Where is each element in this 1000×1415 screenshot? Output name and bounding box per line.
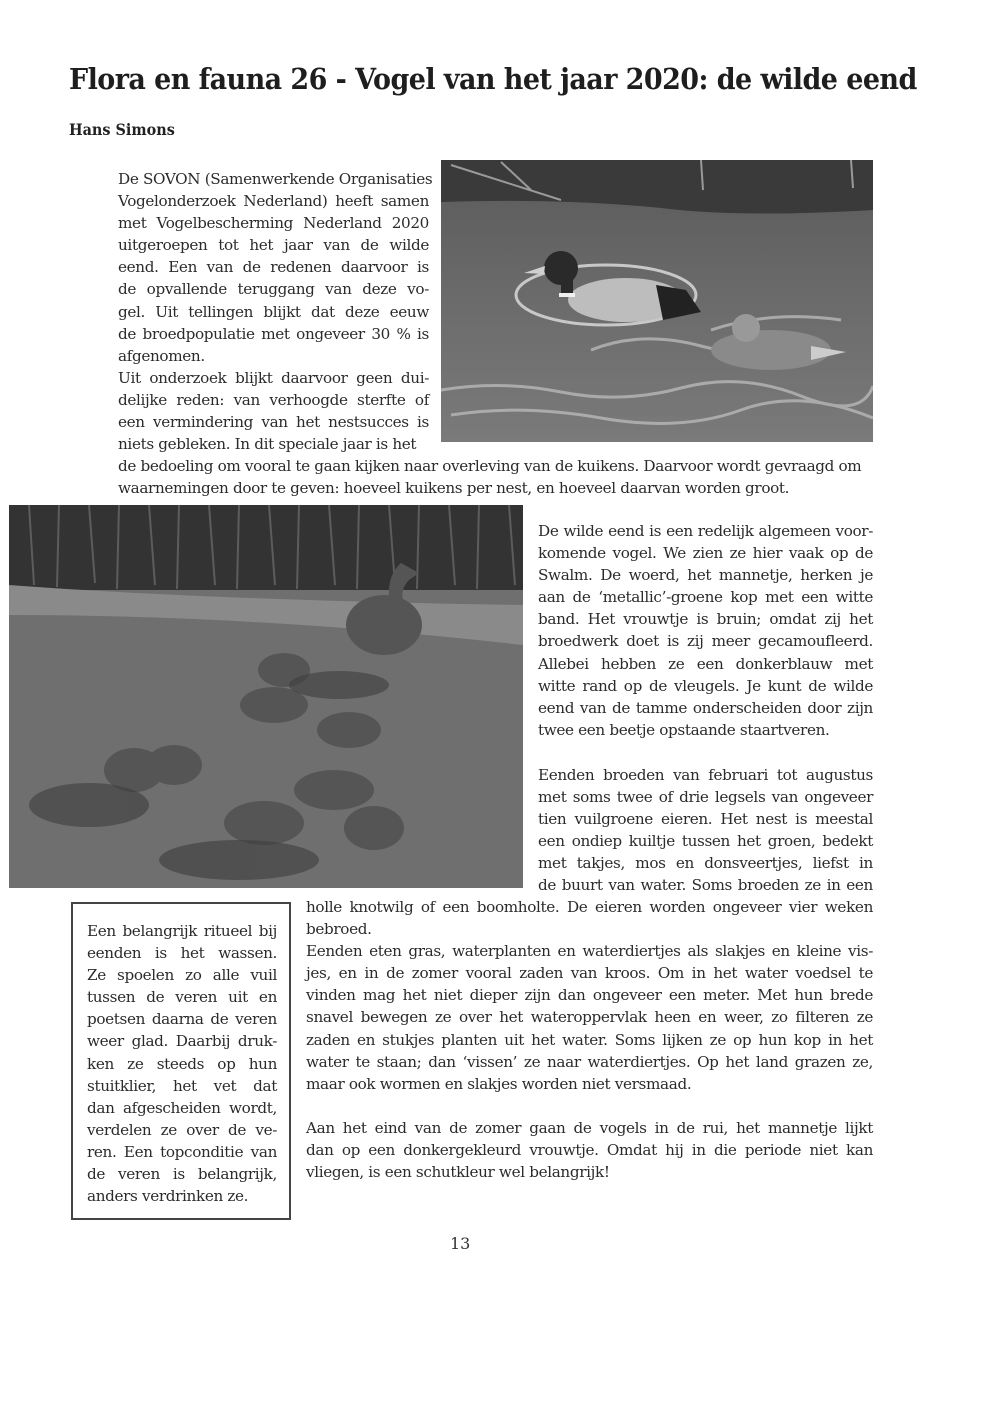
text-line: vliegen, is een schutkleur wel belangrijk! [306,1163,610,1182]
text-line: tien vuilgroene eieren. Het nest is meestal [538,810,873,829]
text-line: tussen de veren uit en [87,988,277,1007]
text-line: De wilde eend is een redelijk algemeen voor- [538,522,873,540]
text-line: twee een beetje opstaande staartveren. [538,720,830,739]
text-line: Aan het eind van de zomer gaan de vogels in de rui, het mannetje lijkt [306,1119,873,1137]
photo-duck-with-ducklings [9,505,523,888]
text-line: ken ze steeds op hun [87,1054,277,1073]
sidebar-box-text [87,920,277,1207]
text-line: De SOVON (Samenwerkende Organisaties [118,170,433,188]
duck-ducklings-illustration [9,505,523,888]
text-line: komende vogel. We zien ze hier vaak op de [538,544,873,563]
text-line: Vogelonderzoek Nederland) heeft samen [118,192,429,211]
text-line: Ze spoelen zo alle vuil [87,966,277,985]
text-line: snavel bewegen ze over het wateroppervlak heen en weer, zo filteren ze [306,1008,873,1027]
text-line: eend. Een van de redenen daarvoor is [118,258,429,277]
text-line: vinden mag het niet dieper zijn dan ongeveer een meter. Met hun brede [306,986,873,1005]
text-line: maar ook wormen en slakjes worden niet versmaad. [306,1074,692,1093]
text-line: de buurt van water. Soms broeden ze in een [538,876,873,895]
text-line: bebroed. [306,920,372,939]
text-line: weer glad. Daarbij druk- [87,1032,277,1051]
text-line: aan de ‘metallic’-groene kop met een witte [538,588,873,607]
text-line: met takjes, mos en donsveertjes, liefst in [538,854,873,873]
text-line: verdelen ze over de ve- [87,1120,277,1139]
text-line: Swalm. De woerd, het mannetje, herken je [538,566,873,585]
moult-paragraph [306,1117,873,1183]
text-line: zaden en stukjes planten uit het water. Soms lijken ze op hun kop in het [306,1030,873,1049]
description-paragraph [538,520,873,741]
text-line: anders verdrinken ze. [87,1187,249,1206]
text-line: witte rand op de vleugels. Je kunt de wilde [538,676,873,695]
text-line: waarnemingen door te geven: hoeveel kuikens per nest, en hoeveel daarvan worden groot. [118,479,790,498]
text-line: Eenden broeden van februari tot augustus [538,766,873,784]
text-line: de veren is belangrijk, [87,1165,277,1184]
breeding-paragraph-continued [306,896,873,1095]
text-line: dan op een donkergekleurd vrouwtje. Omdat hij in die periode niet kan [306,1141,873,1160]
text-line: gel. Uit tellingen blijkt dat deze eeuw [118,302,429,321]
text-line: poetsen daarna de veren [87,1010,277,1029]
text-line: delijke reden: van verhoogde sterfte of [118,390,429,409]
intro-paragraph-continued [118,455,874,499]
text-line: water te staan; dan ‘vissen’ ze naar waterdiertjes. Op het land grazen ze, [306,1052,873,1071]
text-line: Eenden eten gras, waterplanten en waterdiertjes als slakjes en kleine vis- [306,942,873,961]
mallard-pair-illustration [441,160,873,442]
photo-mallards-swimming [441,160,873,442]
text-line: dan afgescheiden wordt, [87,1098,277,1117]
text-line: Allebei hebben ze een donkerblauw met [538,654,873,673]
text-line: met Vogelbescherming Nederland 2020 [118,214,429,233]
article-title: Flora en fauna 26 - Vogel van het jaar 2020: de wilde eend [69,62,917,96]
intro-paragraph [118,168,433,455]
text-line: niets gebleken. In dit speciale jaar is het [118,435,417,454]
text-line: een vermindering van het nestsucces is [118,413,429,432]
text-line: band. Het vrouwtje is bruin; omdat zij het [538,610,873,629]
text-line: Een belangrijk ritueel bij [87,922,277,940]
text-line: Uit onderzoek blijkt daarvoor geen dui- [118,368,429,387]
text-line: de bedoeling om vooral te gaan kijken naar overleving van de kuikens. Daarvoor wordt gevraagd om [118,457,862,475]
text-line: eenden is het wassen. [87,944,277,963]
page-number: 13 [450,1234,471,1253]
text-line: een ondiep kuiltje tussen het groen, bedekt [538,832,873,851]
text-line: met soms twee of drie legsels van ongeveer [538,788,873,807]
text-line: eend van de tamme onderscheiden door zijn [538,698,873,717]
text-line: jes, en in de zomer vooral zaden van kroos. Om in het water voedsel te [306,964,873,983]
text-line: holle knotwilg of een boomholte. De eieren worden ongeveer vier weken [306,898,873,916]
text-line: uitgeroepen tot het jaar van de wilde [118,236,429,255]
text-line: de broedpopulatie met ongeveer 30 % is [118,324,429,343]
text-line: broedwerk doet is zij meer gecamoufleerd. [538,632,873,651]
text-line: afgenomen. [118,346,205,365]
text-line: de opvallende teruggang van deze vo- [118,280,429,299]
text-line: ren. Een topconditie van [87,1142,277,1161]
sidebar-box-washing [71,902,291,1220]
article-author: Hans Simons [69,120,175,139]
breeding-paragraph [538,764,873,897]
text-line: stuitklier, het vet dat [87,1076,277,1095]
